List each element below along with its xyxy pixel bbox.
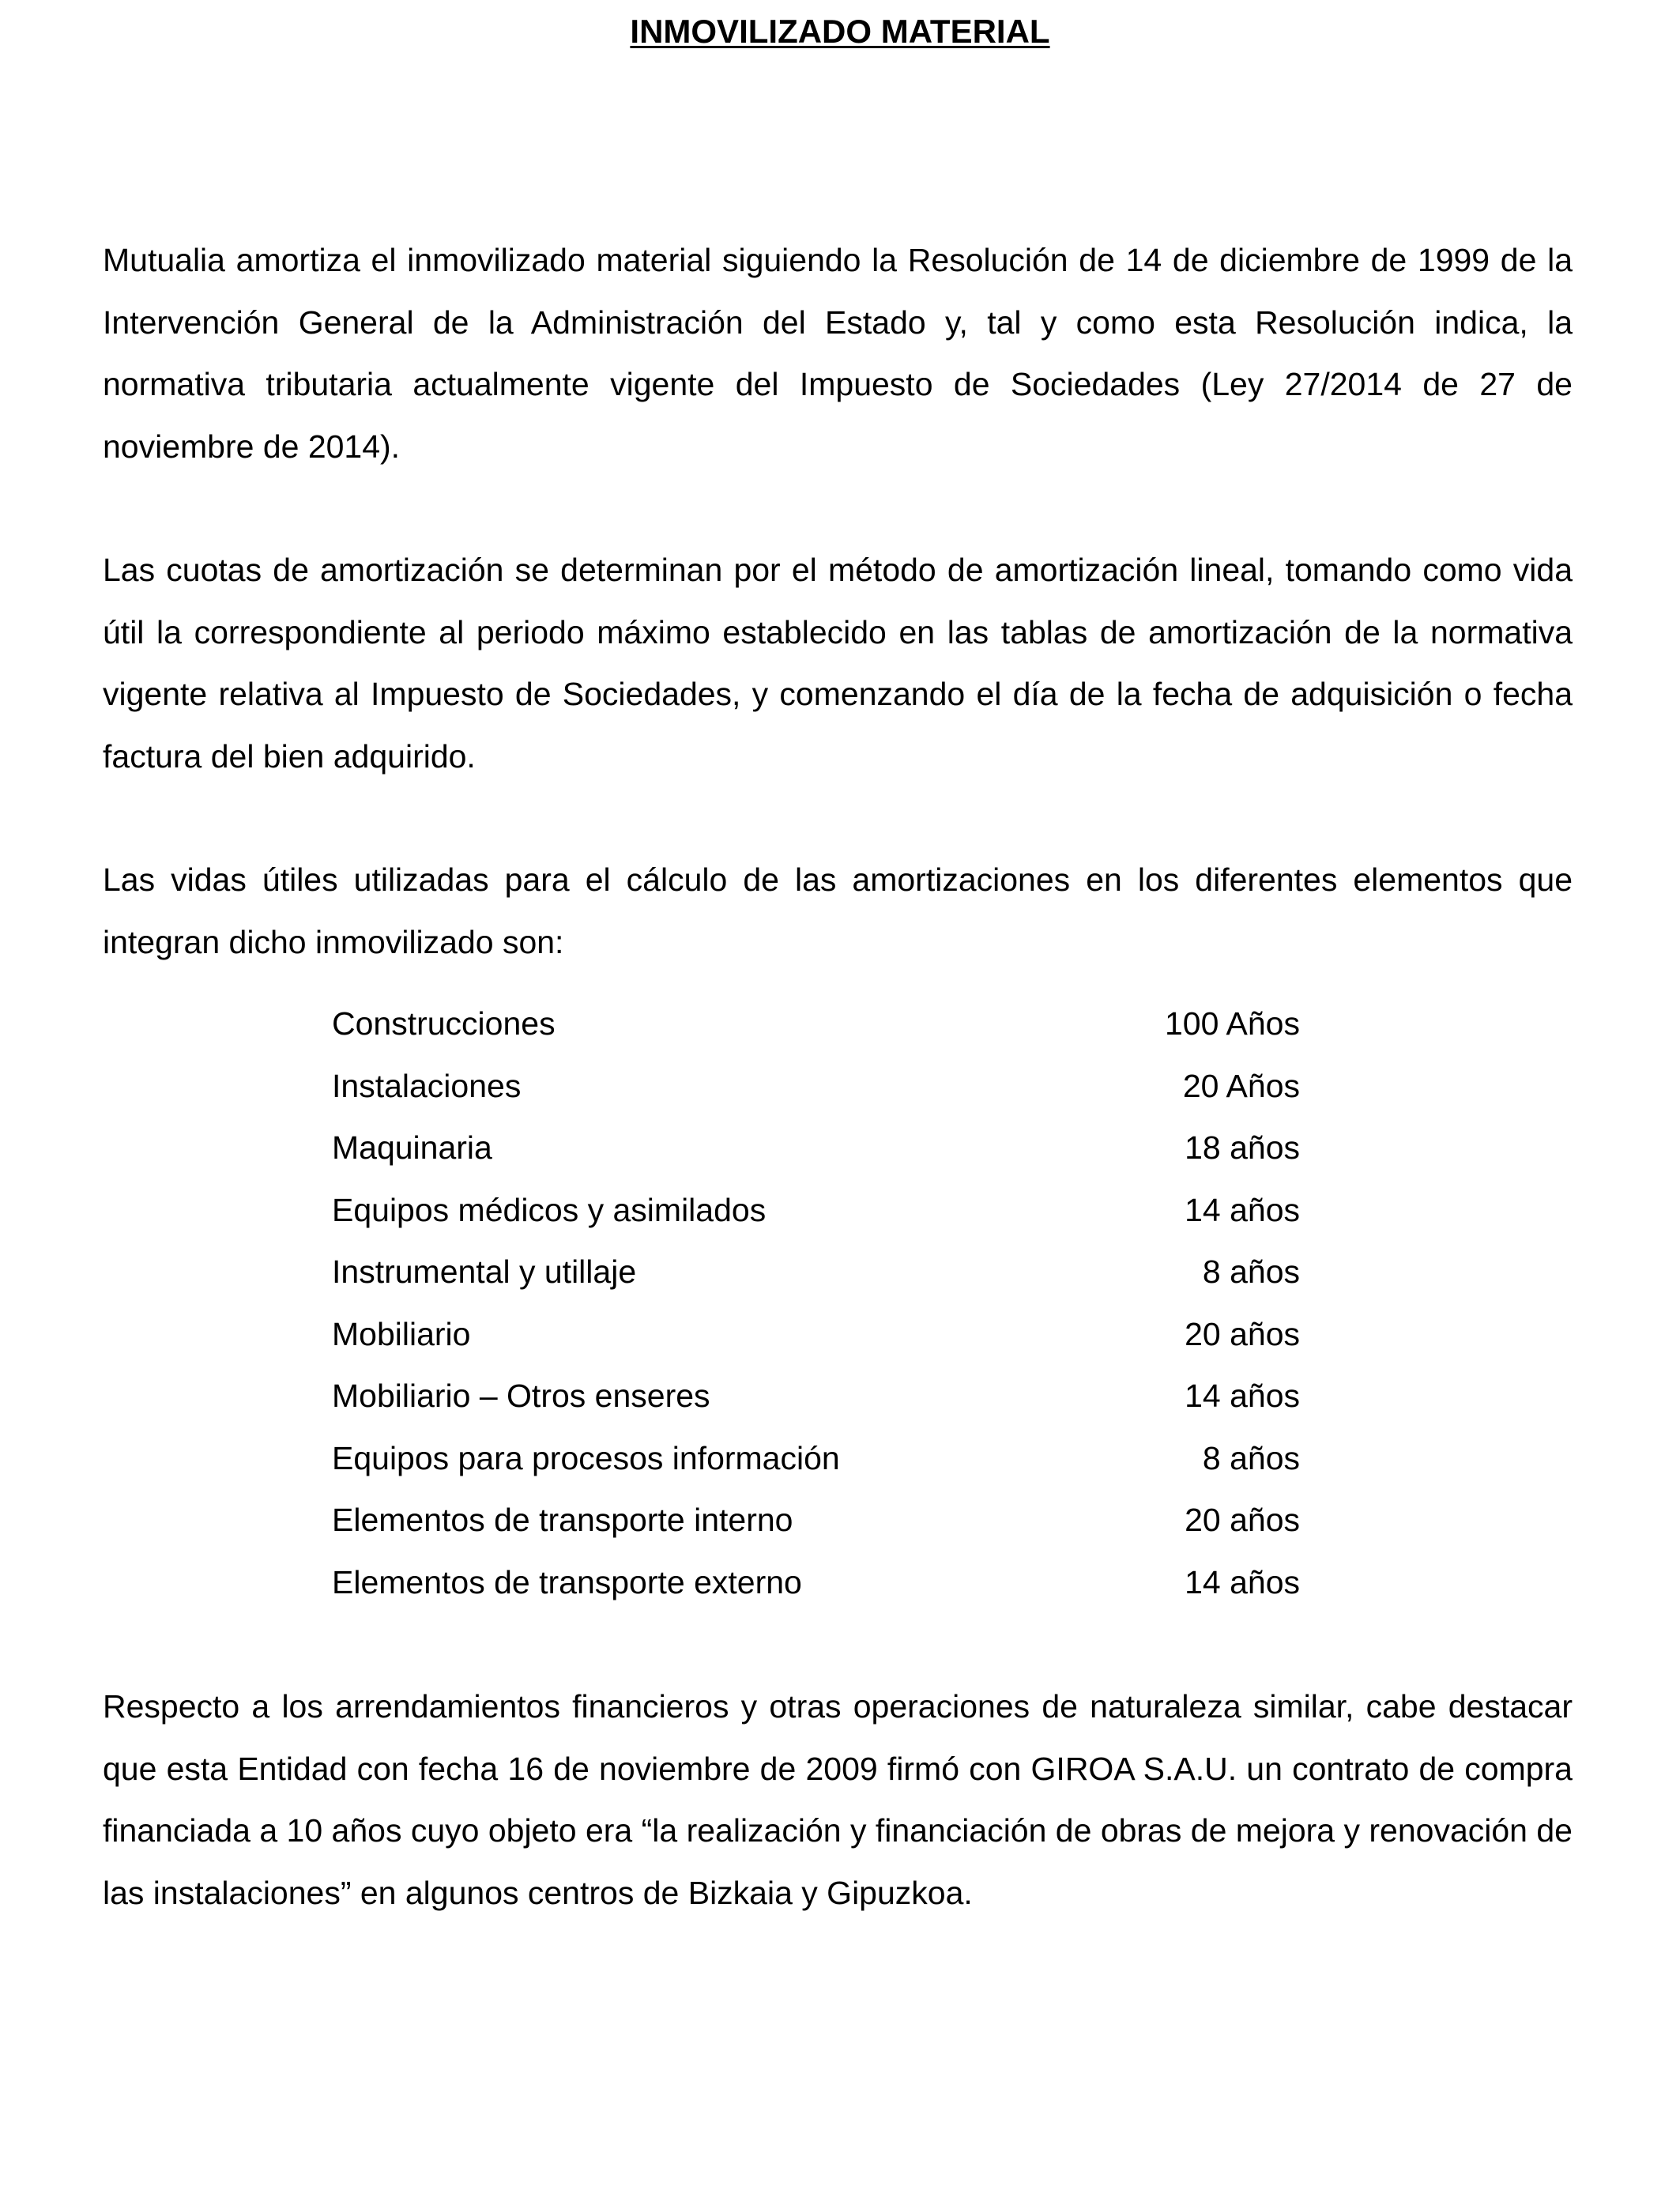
table-row <box>332 1551 1300 1614</box>
row-value: 14 años <box>1185 1191 1300 1228</box>
row-value: 100 Años <box>1165 1005 1300 1042</box>
row-label: Equipos médicos y asimilados <box>332 1191 767 1228</box>
row-value: 20 Años <box>1182 1067 1300 1104</box>
table-row <box>332 1055 1300 1118</box>
row-value: 8 años <box>1202 1253 1300 1290</box>
row-label: Instrumental y utillaje <box>332 1253 637 1290</box>
paragraph-financial-leases: Respecto a los arrendamientos financieros y otras operaciones de naturaleza similar, cabe destacar que esta Entidad con fecha 16 de noviembre de 2009 firmó con GIROA S.A.U. un contrato de compra financiada a 10 años cuyo objeto era “la realización y financiación de obras de mejora y renovación de las instalaciones” en algunos centros de Bizkaia y Gipuzkoa. <box>103 1688 1573 1911</box>
row-label: Elementos de transporte externo <box>332 1563 802 1600</box>
paragraph-useful-lives-intro: Las vidas útiles utilizadas para el cálculo de las amortizaciones en los diferentes elementos que integran dicho inmovilizado son: <box>103 861 1573 960</box>
table-row <box>332 1365 1300 1427</box>
table-row <box>332 1179 1300 1242</box>
row-label: Mobiliario – Otros enseres <box>332 1378 710 1414</box>
row-value: 20 años <box>1185 1315 1300 1352</box>
table-row <box>332 1489 1300 1551</box>
row-label: Maquinaria <box>332 1129 492 1166</box>
table-row <box>332 1241 1300 1303</box>
paragraph-resolution: Mutualia amortiza el inmovilizado material siguiendo la Resolución de 14 de diciembre de 1999 de la Intervención General de la Administración del Estado y, tal y como esta Resolución indica, la normativa tributaria actualmente vigente del Impuesto de Sociedades (Ley 27/2014 de 27 de noviembre de 2014). <box>103 242 1573 465</box>
row-label: Instalaciones <box>332 1067 522 1104</box>
row-value: 20 años <box>1185 1502 1300 1538</box>
row-value: 18 años <box>1185 1129 1300 1166</box>
table-row <box>332 1427 1300 1490</box>
paragraph-amortization-method: Las cuotas de amortización se determinan por el método de amortización lineal, tomando como vida útil la correspondiente al periodo máximo establecido en las tablas de amortización de la normativa vigente relativa al Impuesto de Sociedades, y comenzando el día de la fecha de adquisición o fecha factura del bien adquirido. <box>103 552 1573 775</box>
row-value: 14 años <box>1185 1378 1300 1414</box>
row-label: Elementos de transporte interno <box>332 1502 793 1538</box>
row-label: Construcciones <box>332 1005 556 1042</box>
table-row <box>332 1117 1300 1179</box>
row-value: 8 años <box>1202 1439 1300 1476</box>
table-row <box>332 993 1300 1055</box>
table-row <box>332 1303 1300 1366</box>
useful-lives-table <box>332 993 1300 1613</box>
row-label: Mobiliario <box>332 1315 471 1352</box>
row-label: Equipos para procesos información <box>332 1439 840 1476</box>
row-value: 14 años <box>1185 1563 1300 1600</box>
page-title: INMOVILIZADO MATERIAL <box>630 13 1050 50</box>
